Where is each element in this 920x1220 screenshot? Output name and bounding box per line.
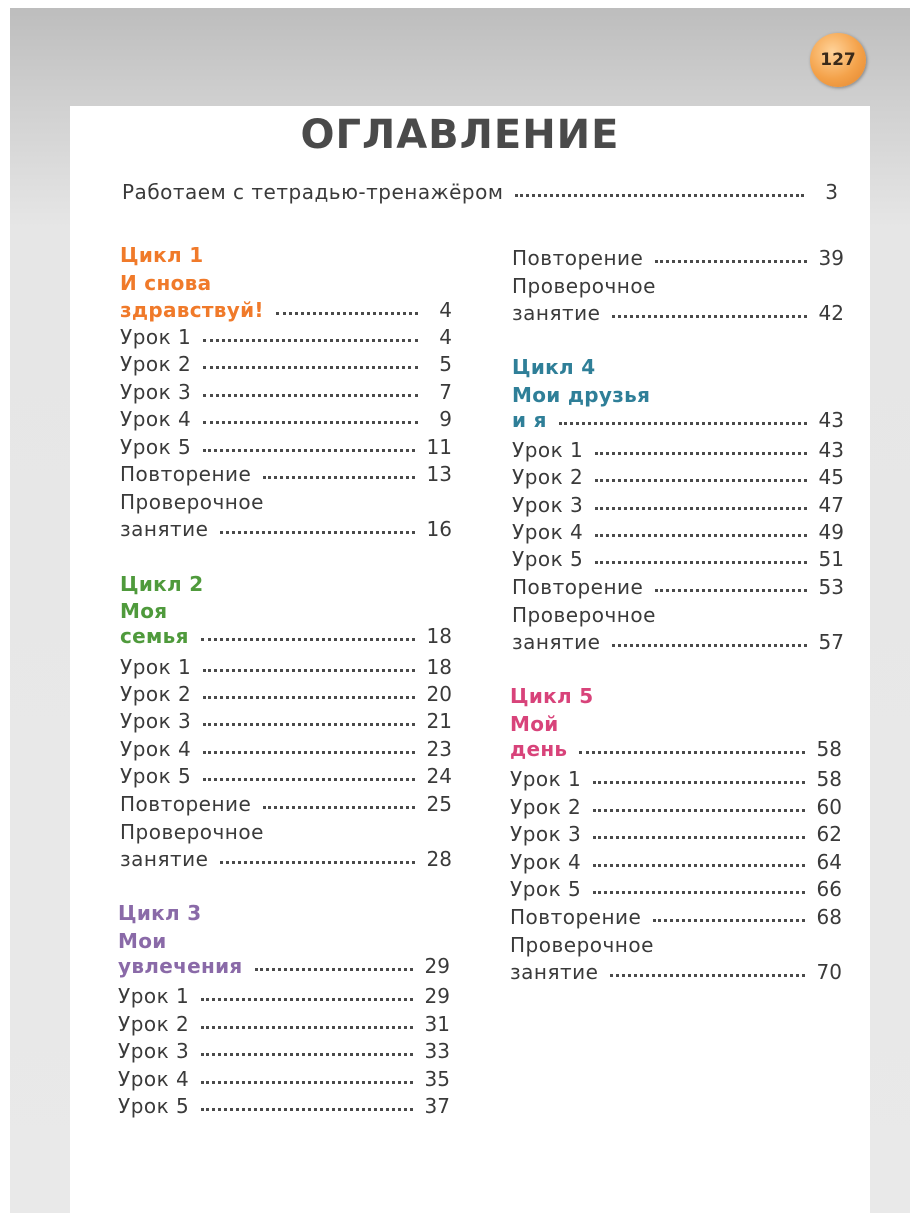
- toc-entry-label: Работаем с тетрадью-тренажёром: [122, 180, 504, 204]
- dot-leader: [201, 638, 415, 641]
- toc-page-number: 29: [424, 954, 450, 978]
- toc-entry-review[interactable]: [120, 460, 452, 488]
- toc-entry-test[interactable]: [512, 299, 844, 327]
- toc-entry-label: Повторение: [120, 462, 252, 486]
- toc-entry-lesson[interactable]: [120, 323, 452, 351]
- dot-leader: [515, 194, 804, 197]
- dot-leader: [220, 531, 414, 534]
- page-number-badge: 127: [810, 33, 866, 87]
- dot-leader: [595, 452, 806, 455]
- toc-entry-lesson[interactable]: [512, 491, 844, 519]
- toc-entry-lesson[interactable]: [512, 463, 844, 491]
- cycle-4-name-line1: Мои друзья: [512, 383, 651, 407]
- toc-entry-label: Урок 3: [120, 709, 192, 733]
- toc-page-number: 49: [818, 520, 844, 544]
- toc-entry-label: Урок 1: [120, 655, 192, 679]
- cycle-3-name-line1: Мои: [118, 929, 167, 953]
- toc-page-number: 18: [426, 624, 452, 648]
- toc-entry-label: Урок 4: [118, 1067, 190, 1091]
- toc-entry-lesson[interactable]: [510, 765, 842, 793]
- toc-page-number: 43: [818, 438, 844, 462]
- toc-entry-lesson[interactable]: [510, 848, 842, 876]
- toc-entry-lesson[interactable]: [512, 436, 844, 464]
- toc-entry-lesson[interactable]: [118, 1092, 450, 1120]
- toc-page-number: 70: [816, 960, 842, 984]
- toc-entry-lesson[interactable]: [118, 1010, 450, 1038]
- toc-entry-lesson[interactable]: [512, 518, 844, 546]
- toc-page-number: 4: [439, 325, 452, 349]
- dot-leader: [595, 479, 806, 482]
- cycle-2-heading: Цикл 2: [120, 572, 204, 596]
- toc-entry-lesson[interactable]: [120, 680, 452, 708]
- toc-page-number: 31: [424, 1012, 450, 1036]
- toc-page-number: 7: [439, 380, 452, 404]
- toc-entry-cycle-3[interactable]: [118, 952, 450, 980]
- toc-entry-lesson[interactable]: [512, 545, 844, 573]
- toc-entry-lesson[interactable]: [120, 735, 452, 763]
- toc-entry-test[interactable]: [512, 628, 844, 656]
- toc-page-number: 23: [426, 737, 452, 761]
- toc-entry-cycle-5[interactable]: [510, 735, 842, 763]
- toc-entry-label: Урок 5: [510, 877, 582, 901]
- toc-page-number: 35: [424, 1067, 450, 1091]
- toc-page-number: 62: [816, 822, 842, 846]
- toc-page-number: 25: [426, 792, 452, 816]
- toc-entry-label: Урок 2: [120, 682, 192, 706]
- toc-entry-label: Урок 3: [120, 380, 192, 404]
- cycle-5-name-line1: Мой: [510, 712, 559, 736]
- toc-entry-label: Урок 2: [512, 465, 584, 489]
- toc-entry-label: Повторение: [512, 575, 644, 599]
- toc-page-number: 4: [439, 298, 452, 322]
- toc-entry-label: Урок 4: [120, 737, 192, 761]
- dot-leader: [201, 1053, 412, 1056]
- toc-entry-label: Урок 2: [120, 352, 192, 376]
- toc-entry-label: занятие: [512, 301, 601, 325]
- toc-page-number: 5: [439, 352, 452, 376]
- toc-entry-test-line1: Проверочное: [510, 933, 654, 957]
- toc-page-number: 43: [818, 408, 844, 432]
- cycle-3-heading: Цикл 3: [118, 901, 202, 925]
- toc-entry-cycle-1[interactable]: [120, 296, 452, 324]
- toc-entry-review[interactable]: [512, 244, 844, 272]
- dot-leader: [593, 864, 804, 867]
- cycle-3-name-line2: увлечения: [118, 954, 243, 978]
- toc-entry-label: Урок 4: [512, 520, 584, 544]
- toc-page-number: 16: [426, 517, 452, 541]
- toc-entry-lesson[interactable]: [118, 1065, 450, 1093]
- toc-entry-lesson[interactable]: [120, 350, 452, 378]
- toc-entry-cycle-2[interactable]: [120, 622, 452, 650]
- toc-entry-review[interactable]: [510, 903, 842, 931]
- dot-leader: [579, 751, 804, 754]
- toc-page-number: 9: [439, 407, 452, 431]
- toc-entry-label: Повторение: [510, 905, 642, 929]
- toc-entry-intro[interactable]: [122, 178, 838, 206]
- toc-entry-lesson[interactable]: [120, 762, 452, 790]
- dot-leader: [201, 998, 412, 1001]
- toc-entry-review[interactable]: [512, 573, 844, 601]
- toc-page-number: 28: [426, 847, 452, 871]
- toc-entry-lesson[interactable]: [510, 875, 842, 903]
- toc-page-number: 58: [816, 767, 842, 791]
- cycle-2-name-line2: семья: [120, 624, 189, 648]
- toc-entry-lesson[interactable]: [120, 433, 452, 461]
- toc-page-number: 29: [424, 984, 450, 1008]
- toc-entry-label: Урок 1: [510, 767, 582, 791]
- toc-entry-label: Урок 2: [510, 795, 582, 819]
- dot-leader: [203, 339, 418, 342]
- toc-page-number: 66: [816, 877, 842, 901]
- toc-page-number: 68: [816, 905, 842, 929]
- dot-leader: [203, 751, 414, 754]
- toc-entry-review[interactable]: [120, 790, 452, 818]
- page-title: ОГЛАВЛЕНИЕ: [300, 112, 620, 158]
- dot-leader: [203, 723, 414, 726]
- toc-page-number: 64: [816, 850, 842, 874]
- dot-leader: [655, 589, 806, 592]
- dot-leader: [593, 836, 804, 839]
- toc-page-number: 51: [818, 547, 844, 571]
- toc-page-number: 20: [426, 682, 452, 706]
- cycle-5-name-line2: день: [510, 737, 568, 761]
- dot-leader: [653, 919, 804, 922]
- dot-leader: [276, 312, 418, 315]
- toc-entry-test[interactable]: [120, 515, 452, 543]
- toc-entry-label: Урок 5: [120, 435, 192, 459]
- dot-leader: [655, 260, 806, 263]
- dot-leader: [593, 891, 804, 894]
- dot-leader: [201, 1081, 412, 1084]
- dot-leader: [612, 315, 806, 318]
- toc-entry-label: Урок 2: [118, 1012, 190, 1036]
- toc-page-number: 45: [818, 465, 844, 489]
- cycle-2-name-line1: Моя: [120, 599, 168, 623]
- toc-page-number: 37: [424, 1094, 450, 1118]
- dot-leader: [203, 449, 414, 452]
- toc-entry-test-line1: Проверочное: [120, 820, 264, 844]
- cycle-5-heading: Цикл 5: [510, 684, 594, 708]
- cycle-1-name-line2: здравствуй!: [120, 298, 264, 322]
- dot-leader: [201, 1026, 412, 1029]
- dot-leader: [255, 968, 413, 971]
- toc-entry-label: Урок 4: [510, 850, 582, 874]
- dot-leader: [595, 561, 806, 564]
- toc-page-number: 42: [818, 301, 844, 325]
- toc-entry-lesson[interactable]: [120, 378, 452, 406]
- toc-page-number: 11: [426, 435, 452, 459]
- dot-leader: [203, 394, 418, 397]
- toc-page-number: 24: [426, 764, 452, 788]
- cycle-1-heading: Цикл 1: [120, 243, 204, 267]
- dot-leader: [595, 534, 806, 537]
- toc-entry-lesson[interactable]: [118, 1037, 450, 1065]
- dot-leader: [203, 366, 418, 369]
- dot-leader: [203, 778, 414, 781]
- toc-entry-test-line1: Проверочное: [512, 274, 656, 298]
- dot-leader: [593, 809, 804, 812]
- toc-entry-lesson[interactable]: [120, 653, 452, 681]
- toc-entry-label: Урок 5: [118, 1094, 190, 1118]
- toc-entry-label: Урок 3: [512, 493, 584, 517]
- toc-entry-label: Урок 3: [510, 822, 582, 846]
- toc-entry-label: занятие: [120, 847, 209, 871]
- toc-entry-lesson[interactable]: [120, 405, 452, 433]
- dot-leader: [593, 781, 804, 784]
- dot-leader: [220, 861, 414, 864]
- dot-leader: [612, 644, 806, 647]
- dot-leader: [263, 476, 414, 479]
- toc-entry-test-line1: Проверочное: [512, 603, 656, 627]
- toc-entry-label: Урок 5: [512, 547, 584, 571]
- toc-page-number: 53: [818, 575, 844, 599]
- toc-page-number: 60: [816, 795, 842, 819]
- toc-page-number: 39: [818, 246, 844, 270]
- toc-entry-label: Урок 1: [118, 984, 190, 1008]
- dot-leader: [610, 974, 804, 977]
- toc-entry-label: Урок 3: [118, 1039, 190, 1063]
- dot-leader: [203, 696, 414, 699]
- cycle-1-name-line1: И снова: [120, 271, 212, 295]
- toc-entry-label: Повторение: [512, 246, 644, 270]
- toc-entry-label: Урок 5: [120, 764, 192, 788]
- toc-entry-label: занятие: [512, 630, 601, 654]
- toc-page-number: 18: [426, 655, 452, 679]
- toc-entry-test[interactable]: [510, 958, 842, 986]
- cycle-4-heading: Цикл 4: [512, 355, 596, 379]
- dot-leader: [203, 421, 418, 424]
- dot-leader: [595, 507, 806, 510]
- toc-entry-label: Урок 1: [120, 325, 192, 349]
- toc-entry-lesson[interactable]: [120, 707, 452, 735]
- toc-page-number: 33: [424, 1039, 450, 1063]
- toc-entry-lesson[interactable]: [118, 982, 450, 1010]
- dot-leader: [203, 669, 414, 672]
- dot-leader: [263, 806, 414, 809]
- toc-entry-label: занятие: [120, 517, 209, 541]
- toc-entry-label: Повторение: [120, 792, 252, 816]
- toc-page-number: 57: [818, 630, 844, 654]
- toc-entry-lesson[interactable]: [510, 793, 842, 821]
- cycle-4-name-line2: и я: [512, 408, 547, 432]
- toc-entry-label: Урок 1: [512, 438, 584, 462]
- toc-page-number: 3: [825, 180, 838, 204]
- toc-entry-lesson[interactable]: [510, 820, 842, 848]
- toc-entry-label: Урок 4: [120, 407, 192, 431]
- toc-page-number: 13: [426, 462, 452, 486]
- toc-page-number: 47: [818, 493, 844, 517]
- toc-entry-test[interactable]: [120, 845, 452, 873]
- toc-page-number: 21: [426, 709, 452, 733]
- toc-entry-label: занятие: [510, 960, 599, 984]
- dot-leader: [201, 1108, 412, 1111]
- toc-entry-test-line1: Проверочное: [120, 490, 264, 514]
- toc-entry-cycle-4[interactable]: [512, 406, 844, 434]
- toc-page-number: 58: [816, 737, 842, 761]
- dot-leader: [559, 422, 807, 425]
